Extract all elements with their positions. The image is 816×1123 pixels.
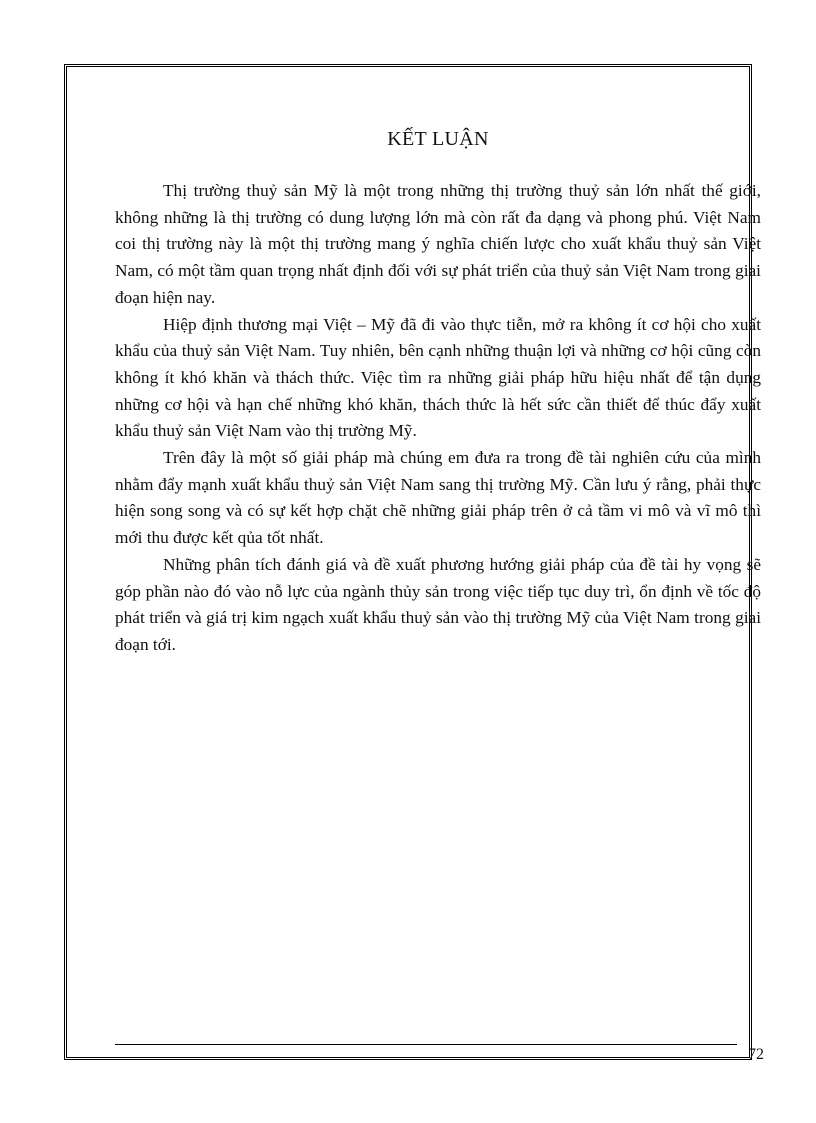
- footer-divider: [115, 1044, 737, 1045]
- page-title: KẾT LUẬN: [387, 128, 489, 150]
- paragraph-3: Trên đây là một số giải pháp mà chúng em đưa ra trong đề tài nghiên cứu của mình nhằm đẩy mạnh xuất khẩu thuỷ sản Việt Nam sang thị trường Mỹ. Cần lưu ý rằng, phải thực hiện song song và có sự kết hợp chặt chẽ những giải pháp trên ở cả tầm vi mô và vĩ mô thì mới thu được kết qủa tốt nhất.: [115, 448, 761, 548]
- paragraph-2: Hiệp định thương mại Việt – Mỹ đã đi vào thực tiễn, mở ra không ít cơ hội cho xuất khẩu của thuỷ sản Việt Nam. Tuy nhiên, bên cạnh những thuận lợi và những cơ hội cũng còn không ít khó khăn và thách thức. Việc tìm ra những giải pháp hữu hiệu nhất để tận dụng những cơ hội và hạn chế những khó khăn, thách thức là hết sức cần thiết để thúc đẩy xuất khẩu thuỷ sản Việt Nam vào thị trường Mỹ.: [115, 314, 761, 441]
- page-number: 72: [748, 1046, 764, 1063]
- paragraph-1: Thị trường thuỷ sản Mỹ là một trong những thị trường thuỷ sản lớn nhất thế giới, không những là thị trường có dung lượng lớn mà còn rất đa dạng và phong phú. Việt Nam coi thị trường này là một thị trường mang ý nghĩa chiến lược cho xuất khẩu thuỷ sản Việt Nam, có một tầm quan trọng nhất định đối với sự phát triển của thuỷ sản Việt Nam trong giai đoạn hiện nay.: [115, 181, 761, 307]
- paragraph-4: Những phân tích đánh giá và đề xuất phương hướng giải pháp của đề tài hy vọng sẽ góp phần nào đó vào nỗ lực của ngành thủy sản trong việc tiếp tục duy trì, ổn định về tốc độ phát triển và giá trị kim ngạch xuất khẩu thuỷ sản vào thị trường Mỹ của Việt Nam trong giai đoạn tới.: [115, 554, 761, 654]
- body-text: [115, 178, 761, 659]
